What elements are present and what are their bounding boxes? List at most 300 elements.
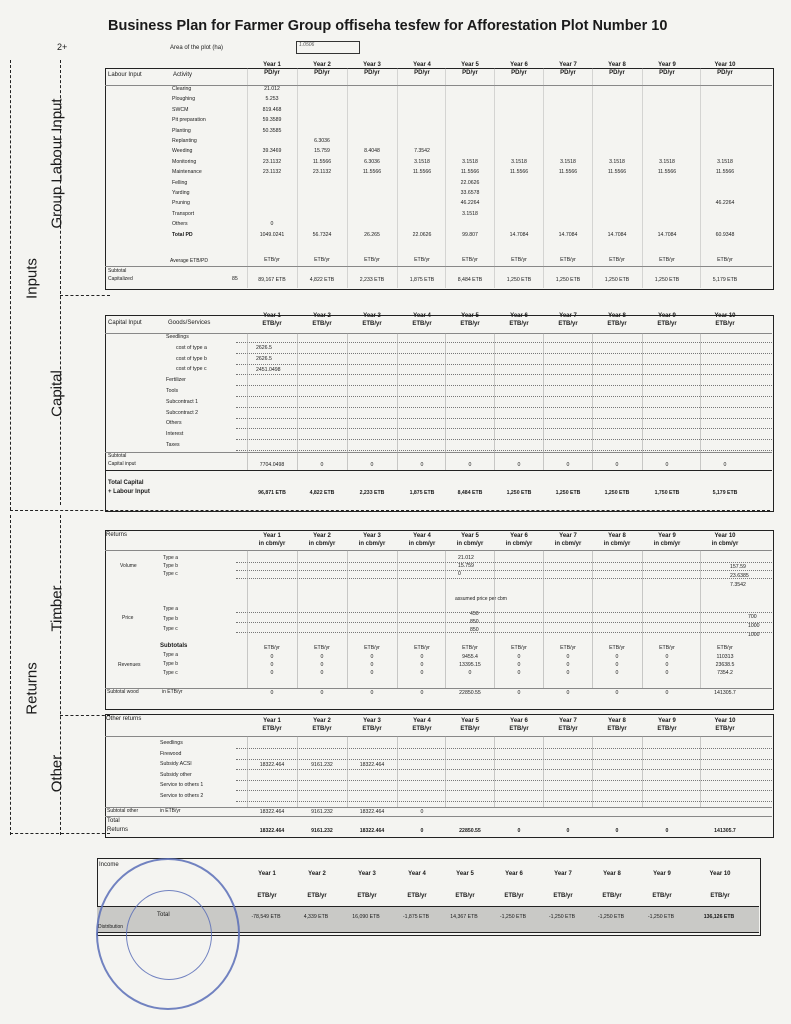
returns-year-4: Year 4 — [413, 533, 431, 539]
total-returns-8: 0 — [615, 828, 619, 834]
returns-bottom-line — [10, 833, 110, 834]
returns-etb-2: ETB/yr — [314, 645, 330, 651]
labour-subtotal-7: 1,250 ETB — [555, 277, 581, 283]
labour-subtotal-10: 5,179 ETB — [712, 277, 738, 283]
returns-etb-4: ETB/yr — [414, 645, 430, 651]
subtotal-wood-10: 141305.7 — [714, 690, 736, 696]
subsidy-acsi-3: 18322.464 — [359, 762, 385, 768]
page-title: Business Plan for Farmer Group offiseha tesfew for Afforestation Plot Number 10 — [108, 18, 668, 34]
capital-total-line — [105, 470, 772, 471]
revenue-r1-9: 0 — [665, 654, 669, 660]
capital-item-10: Interest — [166, 431, 184, 438]
income-year-3: Year 3 — [358, 871, 376, 877]
capital-row-line-7 — [236, 407, 772, 408]
capital-unit-8: ETB/yr — [607, 321, 627, 327]
capital-total-1: 96,871 ETB — [258, 490, 286, 496]
labour-header-line — [105, 85, 772, 86]
labour-r8-val-5: 3.1518 — [462, 158, 478, 165]
labour-etb-unit-2: ETB/yr — [314, 257, 330, 263]
labour-r14-val-1: 0 — [270, 221, 274, 228]
labour-subtotal-1: 89,167 ETB — [258, 277, 286, 283]
other-line-2 — [236, 759, 772, 760]
capital-unit-6: ETB/yr — [509, 321, 529, 327]
price-type-2: Type b — [163, 616, 179, 622]
labour-etb-unit-8: ETB/yr — [609, 257, 625, 263]
revenue-r1-4: 0 — [420, 654, 424, 660]
capital-input-2: 0 — [320, 462, 324, 468]
subtotal-other-label: Subtotal other — [107, 808, 139, 814]
revenue-r1-1: 0 — [270, 654, 274, 660]
returns-year-3: Year 3 — [363, 533, 381, 539]
labour-r7-val-1: 39.3469 — [262, 148, 282, 155]
income-total-3: 16,090 ETB — [352, 914, 380, 920]
returns-vline-8 — [642, 550, 643, 688]
volume-y5-2: 15.759 — [458, 563, 474, 569]
labour-etb-unit-1: ETB/yr — [264, 257, 280, 263]
subtotals-label: Subtotals — [160, 643, 188, 649]
price-type-1: Type a — [163, 606, 179, 612]
capital-row-line-9 — [236, 428, 772, 429]
other-header-line — [105, 736, 772, 737]
other-item-1: Seedlings — [160, 740, 183, 746]
revenue-r2-8: 0 — [615, 662, 619, 668]
total-capital-label: Total Capital — [108, 480, 144, 486]
returns-etb-9: ETB/yr — [659, 645, 675, 651]
other-year-4: Year 4 — [413, 718, 431, 724]
income-year-10: Year 10 — [709, 871, 731, 877]
capital-unit-4: ETB/yr — [412, 321, 432, 327]
labour-unit-2: PD/yr — [314, 70, 330, 76]
labour-r9-val-1: 23.1132 — [262, 169, 282, 176]
subtotal-wood-1: 0 — [270, 690, 274, 696]
returns-etb-1: ETB/yr — [264, 645, 280, 651]
labour-unit-9: PD/yr — [659, 70, 675, 76]
returns-vline-7 — [592, 550, 593, 688]
returns-year-9: Year 9 — [658, 533, 676, 539]
area-value-box: 1.0506 — [296, 41, 360, 54]
revenue-r2-1: 0 — [270, 662, 274, 668]
group-labour-label: Group Labour Input — [48, 98, 66, 229]
capital-input-6: 0 — [517, 462, 521, 468]
income-year-9: Year 9 — [653, 871, 671, 877]
other-line-4 — [236, 780, 772, 781]
labour-unit-10: PD/yr — [717, 70, 733, 76]
returns-year-8: Year 8 — [608, 533, 626, 539]
revenue-r3-4: 0 — [420, 670, 424, 676]
volume-line-1 — [236, 562, 772, 563]
returns-vline-6 — [543, 550, 544, 688]
capital-year-7: Year 7 — [559, 313, 577, 319]
other-subtotal-2: 9161.232 — [311, 809, 333, 815]
revenue-r1-10: 110313 — [716, 654, 734, 660]
labour-r8-val-7: 3.1518 — [560, 158, 576, 165]
labour-etb-unit-4: ETB/yr — [414, 257, 430, 263]
labour-year-8: Year 8 — [608, 62, 626, 68]
other-year-10: Year 10 — [714, 718, 736, 724]
income-unit-10: ETB/yr — [710, 893, 730, 899]
other-unit-6: ETB/yr — [509, 726, 529, 732]
capital-item-1: Seedlings — [166, 334, 189, 340]
revenue-r3-5: 0 — [468, 670, 472, 676]
income-total-9: -1,250 ETB — [647, 914, 675, 920]
labour-unit-1: PD/yr — [264, 70, 280, 76]
returns-unit-5: in cbm/yr — [456, 541, 484, 547]
capital-vline-2 — [347, 333, 348, 470]
capital-item-3: cost of type b — [176, 355, 207, 362]
timber-label: Timber — [48, 585, 66, 632]
labour-activity-1: Clearing — [172, 86, 192, 92]
total-label: Total — [107, 818, 120, 824]
labour-etb-unit-7: ETB/yr — [560, 257, 576, 263]
volume-y10-2: 23.6385 — [730, 573, 749, 579]
capital-item-8: Subcontract 2 — [166, 409, 199, 416]
labour-activity-10: Felling — [172, 179, 188, 186]
labour-subtotal-4: 1,875 ETB — [409, 277, 435, 283]
labour-r15-val-5: 99.807 — [462, 231, 478, 238]
labour-r15-val-4: 22.0626 — [412, 231, 432, 238]
labour-unit-8: PD/yr — [609, 70, 625, 76]
labour-r5-val-1: 50.3585 — [262, 127, 282, 134]
labour-activity-15: Total PD — [172, 231, 193, 238]
total-returns-10: 141305.7 — [714, 828, 736, 834]
capital-subtotal-line — [105, 452, 772, 453]
income-unit-2: ETB/yr — [307, 893, 327, 899]
labour-r15-val-2: 56.7324 — [312, 231, 332, 238]
capital-year-8: Year 8 — [608, 313, 626, 319]
labour-subtotal-8: 1,250 ETB — [604, 277, 630, 283]
inputs-label: Inputs — [23, 258, 41, 299]
capital-total-3: 2,233 ETB — [359, 490, 385, 496]
capital-input-4: 0 — [420, 462, 424, 468]
returns-vline-3 — [397, 550, 398, 688]
revenue-r1-6: 0 — [517, 654, 521, 660]
revenue-r3-2: 0 — [320, 670, 324, 676]
revenue-type-2: Type b — [163, 661, 179, 667]
capital-vline-7 — [592, 333, 593, 470]
capital-row-line-8 — [236, 418, 772, 419]
capital-total-10: 5,179 ETB — [712, 490, 738, 496]
capital-item-2: cost of type a — [176, 344, 207, 351]
labour-r13-val-5: 3.1518 — [462, 210, 478, 217]
capital-item-7: Subcontract 1 — [166, 398, 199, 405]
labour-etb-unit-5: ETB/yr — [462, 257, 478, 263]
revenue-r1-8: 0 — [615, 654, 619, 660]
labour-vline-6 — [543, 68, 544, 288]
labour-r7-val-2: 15.759 — [314, 148, 330, 155]
labour-r8-val-6: 3.1518 — [511, 158, 527, 165]
capital-year-1: Year 1 — [263, 313, 281, 319]
goods-col-label: Goods/Services — [168, 320, 211, 326]
total-returns-6: 0 — [517, 828, 521, 834]
returns-label-wrap — [0, 662, 72, 715]
inputs-label-wrap — [0, 258, 72, 299]
revenue-r2-6: 0 — [517, 662, 521, 668]
other-vline-6 — [543, 736, 544, 807]
other-line-1 — [236, 748, 772, 749]
returns-header-line — [105, 550, 772, 551]
income-year-2: Year 2 — [308, 871, 326, 877]
capital-unit-1: ETB/yr — [262, 321, 282, 327]
labour-unit-6: PD/yr — [511, 70, 527, 76]
labour-r8-val-8: 3.1518 — [609, 158, 625, 165]
labour-subtotal-3: 2,233 ETB — [359, 277, 385, 283]
labour-r15-val-9: 14.7084 — [657, 231, 677, 238]
labour-unit-4: PD/yr — [414, 70, 430, 76]
income-unit-3: ETB/yr — [357, 893, 377, 899]
other-unit-5: ETB/yr — [460, 726, 480, 732]
other-line-3 — [236, 769, 772, 770]
returns-unit-7: in cbm/yr — [554, 541, 582, 547]
labour-activity-14: Others — [172, 221, 188, 228]
labour-input-label: + Labour Input — [108, 489, 150, 495]
labour-year-10: Year 10 — [714, 62, 736, 68]
total-returns-7: 0 — [566, 828, 570, 834]
returns-year-1: Year 1 — [263, 533, 281, 539]
capital-year-2: Year 2 — [313, 313, 331, 319]
labour-subtotal-5: 8,484 ETB — [457, 277, 483, 283]
other-returns-header: Other returns — [106, 716, 142, 722]
returns-total-label: Returns — [107, 827, 129, 833]
subtotal-wood-3: 0 — [370, 690, 374, 696]
capital-item-4: cost of type c — [176, 366, 207, 373]
capital-vline-6 — [543, 333, 544, 470]
labour-etb-unit-6: ETB/yr — [511, 257, 527, 263]
capital-total-7: 1,250 ETB — [555, 490, 581, 496]
income-year-6: Year 6 — [505, 871, 523, 877]
other-label-wrap — [27, 754, 87, 793]
price-type-3: Type c — [163, 626, 178, 632]
price-y5-1: 450 — [470, 611, 479, 617]
capital-label-wrap — [27, 370, 87, 417]
price-y5-2: 850 — [470, 619, 479, 625]
other-year-6: Year 6 — [510, 718, 528, 724]
timber-other-divider — [60, 715, 110, 716]
revenue-type-1: Type a — [163, 652, 179, 658]
volume-line-2 — [236, 570, 772, 571]
labour-r12-val-5: 46.2264 — [460, 200, 480, 207]
other-vline-4 — [445, 736, 446, 807]
other-year-7: Year 7 — [559, 718, 577, 724]
other-item-6: Service to others 2 — [160, 792, 204, 799]
returns-year-10: Year 10 — [714, 533, 736, 539]
capital-label: Capital — [48, 370, 66, 417]
other-vline-7 — [592, 736, 593, 807]
subtotal-wood-5: 22850.55 — [459, 690, 481, 696]
labour-r9-val-7: 11.5566 — [558, 169, 578, 176]
other-vline-1 — [297, 736, 298, 807]
labour-r9-val-3: 11.5566 — [362, 169, 382, 176]
total-returns-3: 18322.464 — [359, 828, 385, 834]
labour-year-7: Year 7 — [559, 62, 577, 68]
area-label: Area of the plot (ha) — [170, 45, 224, 51]
other-vline-9 — [700, 736, 701, 807]
price-line-2 — [236, 622, 772, 623]
labour-year-6: Year 6 — [510, 62, 528, 68]
timber-label-wrap — [27, 585, 87, 632]
returns-vline-0 — [247, 550, 248, 688]
total-returns-4: 0 — [420, 828, 424, 834]
income-unit-1: ETB/yr — [257, 893, 277, 899]
capital-year-6: Year 6 — [510, 313, 528, 319]
capital-input-5: 0 — [468, 462, 472, 468]
labour-vline-7 — [592, 68, 593, 288]
seedling-cost-3: 2451.0498 — [256, 366, 281, 373]
labour-r9-val-5: 11.5566 — [460, 169, 480, 176]
assumed-price-note: assumed price per cbm — [455, 596, 507, 602]
other-item-5: Service to others 1 — [160, 782, 204, 788]
labour-r8-val-9: 3.1518 — [659, 158, 675, 165]
labour-subtotal-9: 1,250 ETB — [654, 277, 680, 283]
avg-etb-label: Average ETB/PD — [170, 258, 208, 264]
capital-item-5: Fertilizer — [166, 377, 186, 384]
capital-total-4: 1,875 ETB — [409, 490, 435, 496]
capital-input-9: 0 — [665, 462, 669, 468]
revenue-r2-9: 0 — [665, 662, 669, 668]
revenue-r2-2: 0 — [320, 662, 324, 668]
income-unit-5: ETB/yr — [455, 893, 475, 899]
activity-col-label: Activity — [173, 72, 193, 78]
capital-total-8: 1,250 ETB — [604, 490, 630, 496]
labour-unit-7: PD/yr — [560, 70, 576, 76]
returns-etb-6: ETB/yr — [511, 645, 527, 651]
returns-year-5: Year 5 — [461, 533, 479, 539]
revenue-r1-7: 0 — [566, 654, 570, 660]
labour-r8-val-4: 3.1518 — [414, 158, 430, 165]
other-unit-4: ETB/yr — [412, 726, 432, 732]
labour-r10-val-5: 22.0626 — [460, 179, 480, 186]
labour-r15-val-8: 14.7084 — [607, 231, 627, 238]
labour-activity-4: Pit preparation — [172, 117, 206, 124]
returns-etb-8: ETB/yr — [609, 645, 625, 651]
other-unit-1: ETB/yr — [262, 726, 282, 732]
other-label: Other — [48, 754, 66, 793]
labour-year-5: Year 5 — [461, 62, 479, 68]
other-subtotal-3: 18322.464 — [359, 809, 385, 815]
income-year-8: Year 8 — [603, 871, 621, 877]
revenue-r1-3: 0 — [370, 654, 374, 660]
labour-r1-val-1: 21.012 — [264, 86, 280, 92]
revenue-r3-1: 0 — [270, 670, 274, 676]
distribution-label: Distribution — [98, 924, 124, 930]
capital-vline-9 — [700, 333, 701, 470]
other-subtotal-4: 0 — [420, 809, 424, 815]
labour-r8-val-10: 3.1518 — [717, 158, 733, 165]
returns-year-6: Year 6 — [510, 533, 528, 539]
other-unit-3: ETB/yr — [362, 726, 382, 732]
labour-activity-6: Replanting — [172, 138, 197, 144]
capital-unit-7: ETB/yr — [558, 321, 578, 327]
income-year-7: Year 7 — [554, 871, 572, 877]
returns-unit-9: in cbm/yr — [653, 541, 681, 547]
price-y10-2: 1000 — [748, 623, 760, 629]
labour-etb-unit-9: ETB/yr — [659, 257, 675, 263]
labour-r9-val-10: 11.5566 — [715, 169, 735, 176]
labour-capitalized-label: Capitalized — [108, 276, 133, 282]
income-total-7: -1,250 ETB — [548, 914, 576, 920]
official-stamp — [96, 858, 240, 1010]
price-y10-1: 700 — [748, 614, 757, 620]
income-total-1: -78,549 ETB — [251, 914, 281, 920]
labour-activity-12: Pruning — [172, 200, 190, 207]
subtotal-wood-7: 0 — [566, 690, 570, 696]
labour-r15-val-7: 14.7084 — [558, 231, 578, 238]
capital-vline-0 — [247, 333, 248, 470]
capital-year-9: Year 9 — [658, 313, 676, 319]
capital-item-11: Taxes — [166, 442, 180, 448]
labour-r9-val-6: 11.5566 — [509, 169, 529, 176]
subsidy-acsi-1: 18322.464 — [259, 762, 285, 768]
capital-input-8: 0 — [615, 462, 619, 468]
labour-activity-3: SWCM — [172, 106, 189, 113]
labour-activity-7: Weeding — [172, 148, 193, 155]
labour-year-9: Year 9 — [658, 62, 676, 68]
revenue-r2-10: 23638.5 — [715, 662, 735, 668]
capital-row-line-1 — [236, 342, 772, 343]
labour-activity-5: Planting — [172, 127, 191, 134]
volume-y5-1: 21.012 — [458, 555, 474, 561]
capital-unit-5: ETB/yr — [460, 321, 480, 327]
labour-vline-0 — [247, 68, 248, 288]
subtotal-wood-8: 0 — [615, 690, 619, 696]
labour-r12-val-10: 46.2264 — [715, 200, 735, 207]
other-year-3: Year 3 — [363, 718, 381, 724]
labour-vline-3 — [397, 68, 398, 288]
labour-subtotal-label: Subtotal — [108, 268, 127, 274]
capital-vline-3 — [397, 333, 398, 470]
returns-unit-8: in cbm/yr — [603, 541, 631, 547]
labour-r4-val-1: 59.3589 — [262, 117, 282, 124]
capital-item-6: Tools — [166, 388, 179, 394]
other-subtotal-line — [105, 807, 772, 808]
labour-year-4: Year 4 — [413, 62, 431, 68]
other-year-8: Year 8 — [608, 718, 626, 724]
capital-vline-8 — [642, 333, 643, 470]
returns-etb-10: ETB/yr — [717, 645, 733, 651]
returns-year-2: Year 2 — [313, 533, 331, 539]
labour-r7-val-3: 8.4048 — [364, 148, 380, 155]
other-unit-8: ETB/yr — [607, 726, 627, 732]
labour-r11-val-5: 33.6578 — [460, 190, 480, 196]
revenue-r1-2: 0 — [320, 654, 324, 660]
volume-label: Volume — [120, 563, 137, 569]
labour-r15-val-10: 60.9348 — [715, 231, 735, 238]
total-returns-2: 9161.232 — [311, 828, 333, 834]
labour-etb-unit-10: ETB/yr — [717, 257, 733, 263]
subtotal-wood-line — [105, 688, 772, 689]
capital-row-line-2 — [236, 353, 772, 354]
labour-r2-val-1: 5.253 — [265, 96, 279, 103]
labour-subtotal-6: 1,250 ETB — [506, 277, 532, 283]
other-line-5 — [236, 790, 772, 791]
labour-r6-val-2: 6.3036 — [314, 138, 330, 144]
revenue-r3-7: 0 — [566, 670, 570, 676]
labour-activity-11: Yarding — [172, 190, 190, 196]
subtotal-wood-4: 0 — [420, 690, 424, 696]
timber-section — [105, 530, 774, 710]
labour-year-3: Year 3 — [363, 62, 381, 68]
income-unit-9: ETB/yr — [652, 893, 672, 899]
capital-total-5: 8,484 ETB — [457, 490, 483, 496]
labour-r15-val-3: 26.265 — [364, 231, 380, 238]
labour-activity-9: Maintenance — [172, 169, 202, 176]
income-total-4: -1,875 ETB — [402, 914, 430, 920]
income-unit-6: ETB/yr — [504, 893, 524, 899]
labour-r15-val-1: 1049.0241 — [259, 231, 285, 238]
returns-etb-5: ETB/yr — [462, 645, 478, 651]
income-total-10: 136,126 ETB — [703, 914, 735, 920]
other-year-1: Year 1 — [263, 718, 281, 724]
labour-r9-val-9: 11.5566 — [657, 169, 677, 176]
